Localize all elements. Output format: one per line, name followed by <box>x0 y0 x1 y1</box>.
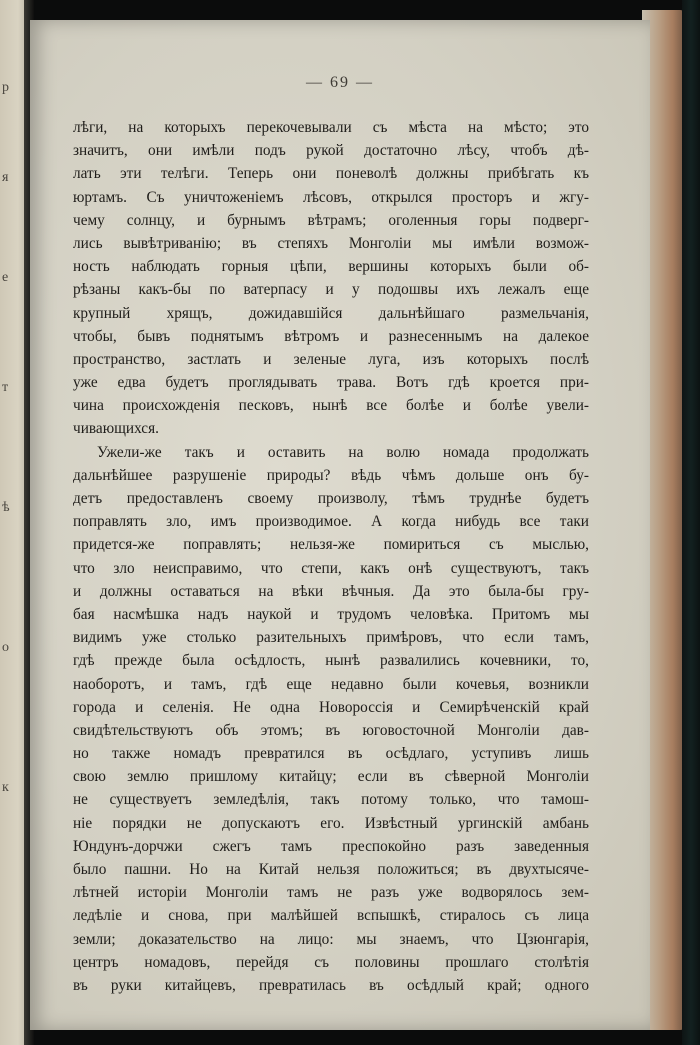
text-line: лѣтней исторіи Монголіи тамъ не разъ уже водворялось зем- <box>73 884 589 902</box>
book-page <box>30 20 650 1030</box>
text-line: чему солнцу, и бурнымъ вѣтрамъ; оголенныя горы подверг- <box>73 211 589 229</box>
text-line: пространство, застлать и зеленые луга, изъ которыхъ послѣ <box>73 350 589 368</box>
text-line: въ руки китайцевъ, превратилась въ осѣдлый край; одного <box>73 976 589 994</box>
text-line: земли; доказательство на лицо: мы знаемъ, что Цзюнгарія, <box>73 930 589 948</box>
body-text <box>73 116 589 997</box>
text-line: было пашни. Но на Китай нельзя положиться; въ двухтысяче- <box>73 861 589 878</box>
facing-page-fragment: ѣ <box>2 500 11 515</box>
text-line: поправлять зло, имъ производимое. А когда нибудь все таки <box>73 513 589 531</box>
text-line: лѣги, на которыхъ перекочевывали съ мѣста на мѣсто; это <box>73 119 589 136</box>
text-line: Ужели-же такъ и оставить на волю номада продолжать <box>97 443 589 461</box>
facing-page-fragment: р <box>2 80 10 95</box>
facing-page-fragment: к <box>2 780 10 795</box>
text-line: крупный хрящъ, дожидавшійся дальнѣйшаго размельчанія, <box>73 304 589 322</box>
text-line: чивающихся. <box>73 420 159 438</box>
text-line: города и селенія. Не одна Новороссія и Семирѣченскій край <box>73 698 589 716</box>
text-line: и должны оставаться на вѣки вѣчныя. Да это была-бы гру- <box>73 582 589 600</box>
text-line: Юндунъ-дорчжи сжегъ тамъ преспокойно разъ заведенныя <box>73 837 589 855</box>
page-number: — 69 — <box>306 74 374 91</box>
facing-page-fragment: е <box>2 270 9 285</box>
facing-page-fragment: т <box>2 380 9 395</box>
text-line: юртамъ. Съ уничтоженіемъ лѣсовъ, открылся просторъ и жгу- <box>73 188 589 206</box>
text-line: придется-же поправлять; нельзя-же помириться съ мыслью, <box>73 536 589 554</box>
text-line: чтобы, бывъ поднятымъ вѣтромъ и разнесеннымъ на далекое <box>73 327 589 345</box>
text-line: лись вывѣтриванію; въ степяхъ Монголіи мы имѣли возмож- <box>73 234 589 252</box>
text-line: детъ предоставленъ своему произволу, тѣмъ труднѣе будетъ <box>73 490 589 507</box>
text-line: видимъ уже столько разительныхъ примѣровъ, что если тамъ, <box>73 629 589 647</box>
text-line: чина происхожденія песковъ, нынѣ все болѣе и болѣе увели- <box>73 397 589 415</box>
text-line: дальнѣйшее разрушеніе природы? вѣдь чѣмъ дольше онъ бу- <box>73 466 589 484</box>
text-line: наоборотъ, и тамъ, гдѣ еще недавно были кочевья, возникли <box>73 675 589 693</box>
facing-page-fragment: я <box>2 170 9 185</box>
text-line: центръ номадовъ, перейдя съ половины прошлаго столѣтія <box>73 953 589 971</box>
text-line: ледѣліе и снова, при малѣйшей вспышкѣ, стиралось съ лица <box>73 907 589 925</box>
facing-page-fragment: о <box>2 640 10 655</box>
text-line: ніе порядки не допускаютъ его. Извѣстный ургинскій амбань <box>73 814 589 832</box>
book-cover-edge <box>682 0 700 1045</box>
text-line: ность наблюдать горныя цѣпи, вершины которыхъ были об- <box>73 258 589 276</box>
text-line: но также номадъ превратился въ осѣдлаго, уступивъ лишь <box>73 745 589 763</box>
text-line: уже едва будетъ проглядывать трава. Вотъ гдѣ кроется при- <box>73 374 589 392</box>
text-line: не существуетъ земледѣлія, такъ потому только, что тамош- <box>73 791 589 809</box>
text-line: свидѣтельствуютъ объ этомъ; въ юговосточной Монголіи дав- <box>73 721 589 739</box>
text-line: свою землю пришлому китайцу; если въ сѣверной Монголіи <box>73 768 589 786</box>
text-line: значитъ, они имѣли подъ рукой достаточно лѣсу, чтобъ дѣ- <box>73 142 589 160</box>
text-line: что зло неисправимо, что степи, какъ онѣ существуютъ, такъ <box>73 559 589 577</box>
text-line: лать эти телѣги. Теперь они поневолѣ должны прибѣгать къ <box>73 165 589 183</box>
text-line: бая насмѣшка надъ наукой и трудомъ человѣка. Притомъ мы <box>73 605 589 623</box>
text-line: рѣзаны какъ-бы по ватерпасу и у подошвы ихъ лежалъ еще <box>73 281 589 299</box>
text-line: гдѣ прежде была осѣдлость, нынѣ развалились кочевники, то, <box>73 652 589 670</box>
